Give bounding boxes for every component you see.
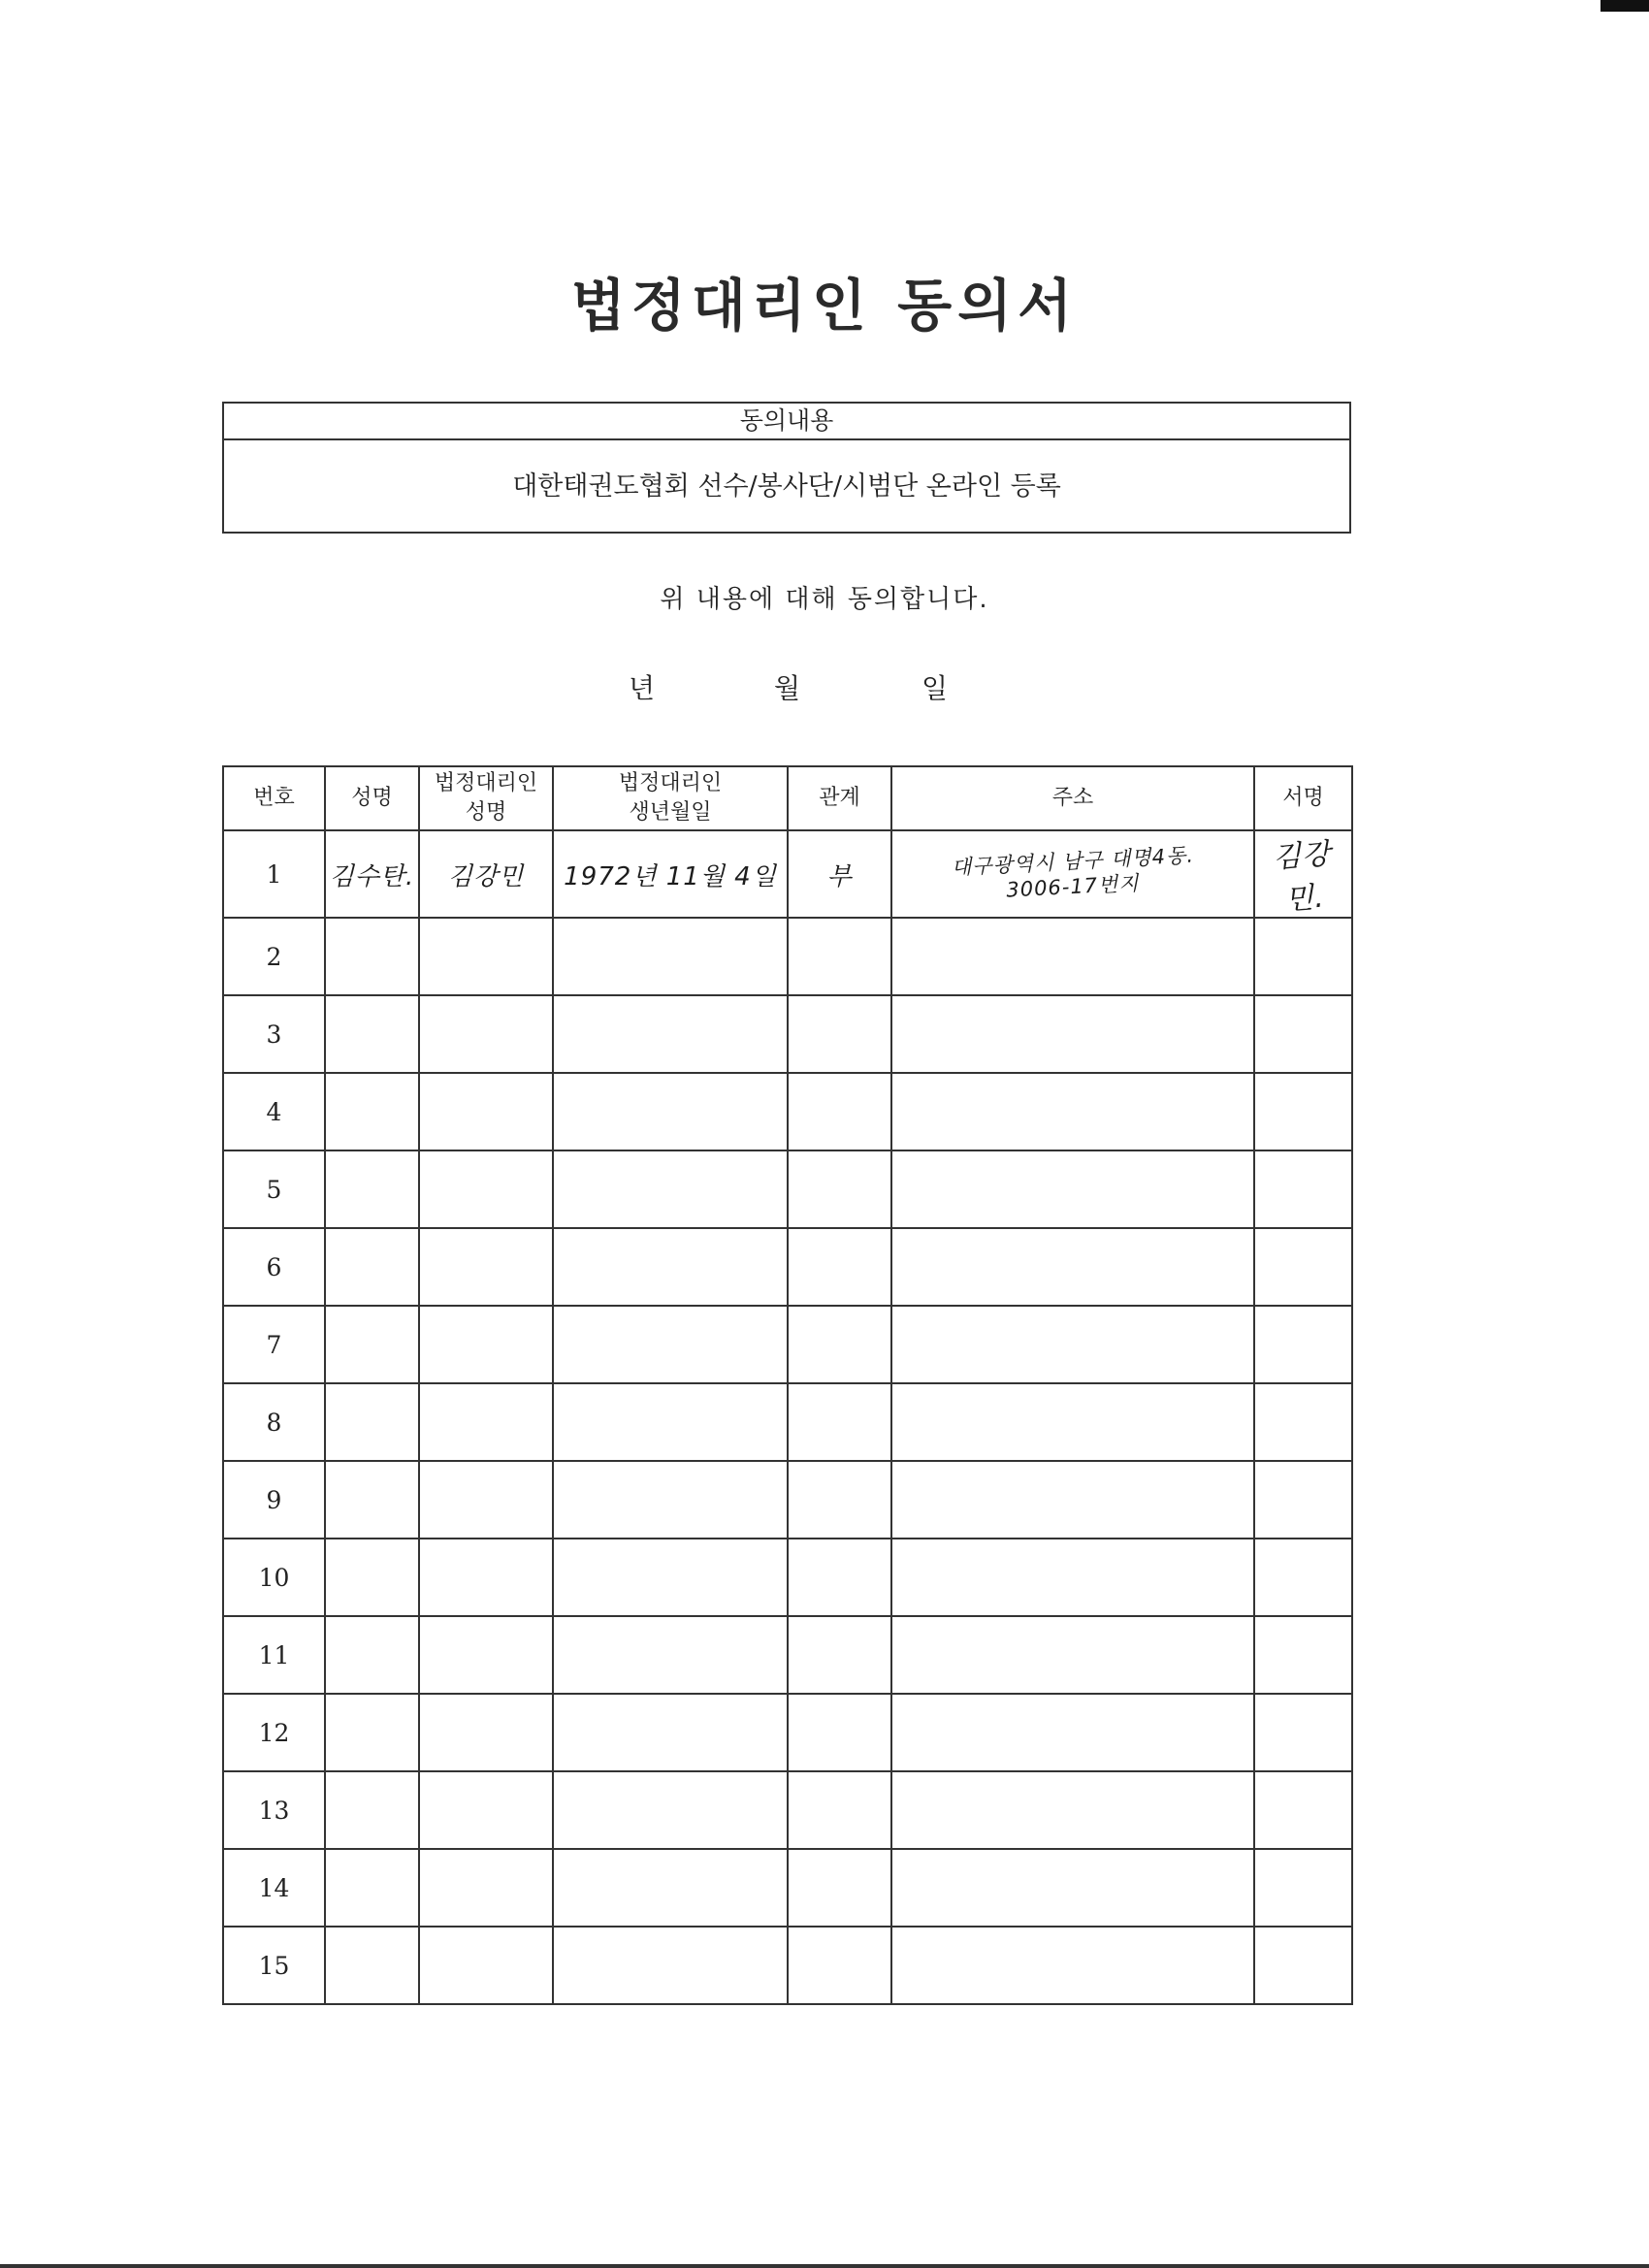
cell-no: 3 — [223, 995, 325, 1073]
cell-relation — [788, 1927, 891, 2004]
handwritten-name: 김수탄. — [329, 861, 415, 891]
cell-relation — [788, 1383, 891, 1461]
cell-signature — [1254, 1771, 1352, 1849]
cell-no: 5 — [223, 1150, 325, 1228]
cell-name — [325, 830, 419, 918]
cell-guardian-name — [419, 1694, 553, 1771]
table-row — [223, 995, 1352, 1073]
cell-address — [891, 995, 1254, 1073]
cell-relation — [788, 1461, 891, 1539]
handwritten-guardian-name: 김강민 — [447, 861, 525, 891]
header-guardian-birth-line1: 법정대리인 — [618, 771, 723, 795]
cell-address — [891, 1927, 1254, 2004]
header-address: 주소 — [891, 766, 1254, 830]
date-month-label: 월 — [774, 672, 801, 704]
cell-name — [325, 1539, 419, 1616]
cell-signature — [1254, 1461, 1352, 1539]
cell-signature — [1254, 1228, 1352, 1306]
cell-address — [891, 1461, 1254, 1539]
table-row — [223, 1306, 1352, 1383]
cell-guardian-name — [419, 1073, 553, 1150]
handwritten-address-line2: 3006-17번지 — [1005, 871, 1141, 902]
cell-address — [891, 1073, 1254, 1150]
cell-guardian-name — [419, 1150, 553, 1228]
handwritten-relation: 부 — [826, 861, 853, 891]
cell-name — [325, 1616, 419, 1694]
cell-signature — [1254, 995, 1352, 1073]
cell-name — [325, 918, 419, 995]
cell-signature — [1254, 1927, 1352, 2004]
table-header-row — [223, 766, 1352, 830]
cell-name — [325, 1228, 419, 1306]
cell-name — [325, 1927, 419, 2004]
agreement-statement: 위 내용에 대해 동의합니다. — [660, 585, 989, 614]
cell-relation — [788, 995, 891, 1073]
cell-relation — [788, 1306, 891, 1383]
cell-name — [325, 995, 419, 1073]
header-guardian-birth — [553, 766, 788, 830]
cell-no: 13 — [223, 1771, 325, 1849]
cell-guardian-name — [419, 1849, 553, 1927]
table-row — [223, 830, 1352, 918]
cell-relation — [788, 1616, 891, 1694]
table-row — [223, 1150, 1352, 1228]
cell-guardian-birth — [553, 830, 788, 918]
cell-guardian-birth — [553, 1306, 788, 1383]
scan-edge-bottom — [0, 2264, 1649, 2268]
cell-guardian-birth — [553, 1927, 788, 2004]
table-row — [223, 1927, 1352, 2004]
header-name: 성명 — [325, 766, 419, 830]
header-guardian-name — [419, 766, 553, 830]
table-row — [223, 1383, 1352, 1461]
cell-name — [325, 1150, 419, 1228]
consent-box — [222, 402, 1351, 534]
cell-guardian-birth — [553, 1228, 788, 1306]
cell-guardian-birth — [553, 1771, 788, 1849]
cell-address — [891, 1694, 1254, 1771]
cell-name — [325, 1306, 419, 1383]
cell-no: 14 — [223, 1849, 325, 1927]
cell-relation — [788, 918, 891, 995]
signers-table — [222, 765, 1353, 2005]
table-row — [223, 918, 1352, 995]
cell-guardian-birth — [553, 1073, 788, 1150]
header-guardian-name-line2: 성명 — [465, 800, 507, 825]
cell-no: 7 — [223, 1306, 325, 1383]
cell-no: 8 — [223, 1383, 325, 1461]
handwritten-signature: 김강민. — [1272, 836, 1333, 918]
cell-relation — [788, 1771, 891, 1849]
cell-guardian-name — [419, 830, 553, 918]
table-row — [223, 1616, 1352, 1694]
cell-guardian-birth — [553, 995, 788, 1073]
table-row — [223, 1771, 1352, 1849]
cell-address — [891, 1306, 1254, 1383]
cell-signature — [1254, 830, 1352, 918]
cell-relation — [788, 1694, 891, 1771]
cell-signature — [1254, 1616, 1352, 1694]
cell-signature — [1254, 1694, 1352, 1771]
cell-relation — [788, 1539, 891, 1616]
cell-address — [891, 830, 1254, 918]
document-title: 법정대리인 동의서 — [570, 273, 1079, 339]
cell-name — [325, 1383, 419, 1461]
cell-relation — [788, 1073, 891, 1150]
cell-address — [891, 1150, 1254, 1228]
date-year-label: 년 — [629, 672, 656, 704]
cell-guardian-birth — [553, 1694, 788, 1771]
cell-no: 12 — [223, 1694, 325, 1771]
table-row — [223, 1694, 1352, 1771]
cell-guardian-name — [419, 1771, 553, 1849]
cell-guardian-birth — [553, 1150, 788, 1228]
cell-address — [891, 1616, 1254, 1694]
cell-no: 2 — [223, 918, 325, 995]
cell-address — [891, 1849, 1254, 1927]
header-guardian-name-line1: 법정대리인 — [434, 771, 538, 795]
header-no: 번호 — [223, 766, 325, 830]
cell-relation — [788, 1150, 891, 1228]
cell-signature — [1254, 1849, 1352, 1927]
cell-guardian-name — [419, 918, 553, 995]
cell-guardian-name — [419, 1228, 553, 1306]
header-signature: 서명 — [1254, 766, 1352, 830]
handwritten-address-line1: 대구광역시 남구 대명4동. — [951, 843, 1195, 880]
cell-signature — [1254, 1073, 1352, 1150]
cell-signature — [1254, 1150, 1352, 1228]
handwritten-guardian-birth: 1972년 11월 4일 — [564, 861, 777, 891]
cell-guardian-birth — [553, 1616, 788, 1694]
cell-signature — [1254, 1383, 1352, 1461]
header-relation: 관계 — [788, 766, 891, 830]
cell-signature — [1254, 1306, 1352, 1383]
scan-edge-top-right — [1600, 0, 1649, 12]
table-row — [223, 1849, 1352, 1927]
consent-header: 동의내용 — [224, 404, 1349, 440]
cell-no: 9 — [223, 1461, 325, 1539]
cell-guardian-birth — [553, 1539, 788, 1616]
table-row — [223, 1228, 1352, 1306]
cell-signature — [1254, 1539, 1352, 1616]
cell-guardian-name — [419, 1383, 553, 1461]
cell-guardian-name — [419, 995, 553, 1073]
table-row — [223, 1461, 1352, 1539]
cell-no: 10 — [223, 1539, 325, 1616]
consent-body: 대한태권도협회 선수/봉사단/시범단 온라인 등록 — [512, 471, 1061, 502]
cell-name — [325, 1849, 419, 1927]
cell-no: 1 — [223, 830, 325, 918]
cell-guardian-birth — [553, 1849, 788, 1927]
cell-guardian-name — [419, 1616, 553, 1694]
table-row — [223, 1539, 1352, 1616]
header-guardian-birth-line2: 생년월일 — [629, 800, 712, 825]
cell-name — [325, 1073, 419, 1150]
cell-address — [891, 1539, 1254, 1616]
cell-no: 15 — [223, 1927, 325, 2004]
cell-address — [891, 1228, 1254, 1306]
cell-address — [891, 918, 1254, 995]
cell-guardian-birth — [553, 918, 788, 995]
table-row — [223, 1073, 1352, 1150]
cell-address — [891, 1383, 1254, 1461]
cell-name — [325, 1771, 419, 1849]
cell-relation — [788, 830, 891, 918]
cell-address — [891, 1771, 1254, 1849]
cell-guardian-name — [419, 1461, 553, 1539]
cell-signature — [1254, 918, 1352, 995]
cell-guardian-name — [419, 1927, 553, 2004]
date-day-label: 일 — [922, 672, 949, 704]
cell-no: 4 — [223, 1073, 325, 1150]
cell-relation — [788, 1849, 891, 1927]
cell-no: 6 — [223, 1228, 325, 1306]
cell-relation — [788, 1228, 891, 1306]
cell-name — [325, 1461, 419, 1539]
cell-guardian-birth — [553, 1461, 788, 1539]
cell-name — [325, 1694, 419, 1771]
cell-guardian-name — [419, 1306, 553, 1383]
cell-no: 11 — [223, 1616, 325, 1694]
cell-guardian-name — [419, 1539, 553, 1616]
cell-guardian-birth — [553, 1383, 788, 1461]
